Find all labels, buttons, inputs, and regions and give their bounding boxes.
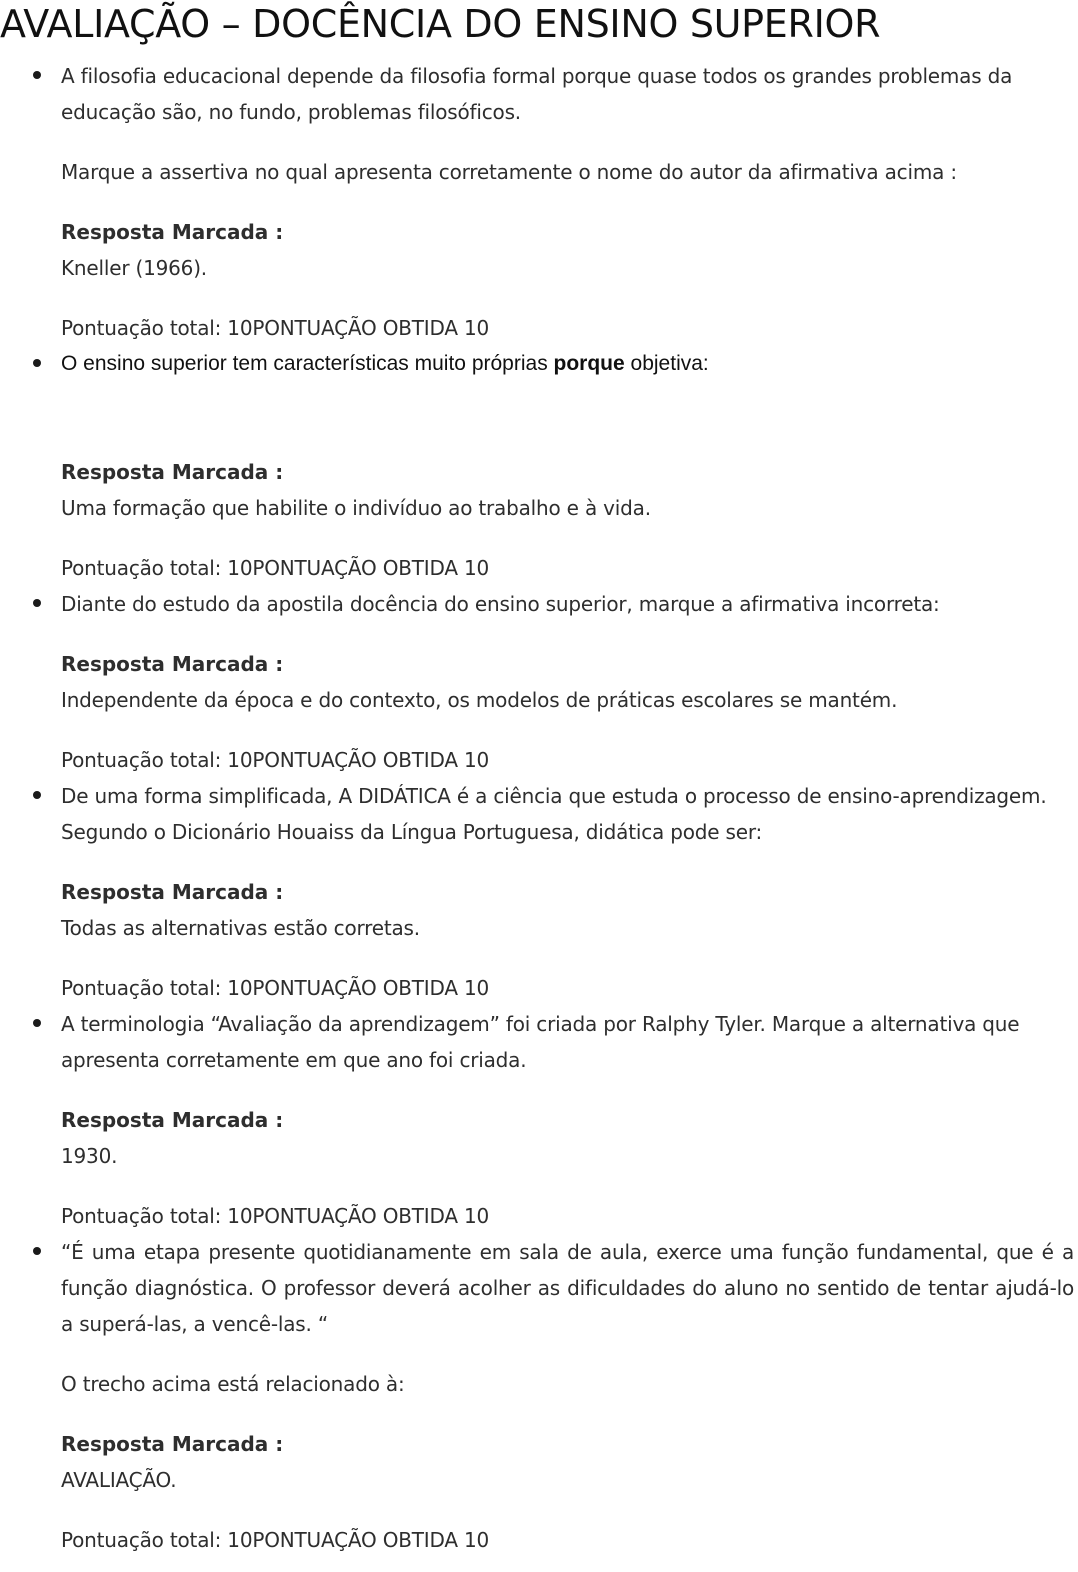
question-item [0, 58, 1078, 346]
question-text: “É uma etapa presente quotidianamente em sala de aula, exerce uma função fundamental, que é a função diagnóstica. O professor deverá acolher as dificuldades do aluno no sentido de tentar ajudá-lo a superá-las, a vencê-las. “ [61, 1240, 1074, 1336]
bullet-icon [33, 1019, 41, 1027]
question-item [0, 778, 1078, 1006]
question-item [0, 346, 1078, 586]
question-text: De uma forma simplificada, A DIDÁTICA é a ciência que estuda o processo de ensino-aprendizagem. Segundo o Dicionário Houaiss da Língua Portuguesa, didática pode ser: [61, 784, 1047, 844]
question-text [61, 346, 1074, 382]
answer-value: Todas as alternativas estão corretas. [61, 916, 420, 940]
answer-label: Resposta Marcada : [61, 460, 284, 484]
question-text-part: O ensino superior tem características muito próprias [61, 352, 554, 375]
answer-value: Uma formação que habilite o indivíduo ao trabalho e à vida. [61, 496, 651, 520]
answer-label: Resposta Marcada : [61, 1432, 284, 1456]
answer-label: Resposta Marcada : [61, 220, 284, 244]
score-text: Pontuação total: 10PONTUAÇÃO OBTIDA 10 [61, 748, 490, 772]
answer-label: Resposta Marcada : [61, 1108, 284, 1132]
answer-value: AVALIAÇÃO. [61, 1468, 177, 1492]
bullet-icon [33, 1247, 41, 1255]
question-text: Diante do estudo da apostila docência do ensino superior, marque a afirmativa incorreta: [61, 592, 940, 616]
question-text: A terminologia “Avaliação da aprendizagem” foi criada por Ralphy Tyler. Marque a alternativa que apresenta corretamente em que ano foi criada. [61, 1012, 1020, 1072]
question-text: A filosofia educacional depende da filosofia formal porque quase todos os grandes problemas da educação são, no fundo, problemas filosóficos. [61, 64, 1013, 124]
answer-label: Resposta Marcada : [61, 880, 284, 904]
bullet-icon [33, 359, 41, 367]
score-text: Pontuação total: 10PONTUAÇÃO OBTIDA 10 [61, 976, 490, 1000]
bullet-icon [33, 71, 41, 79]
question-list [0, 58, 1078, 1558]
question-instruction: O trecho acima está relacionado à: [61, 1372, 405, 1396]
answer-value: 1930. [61, 1144, 118, 1168]
score-text: Pontuação total: 10PONTUAÇÃO OBTIDA 10 [61, 1528, 490, 1552]
question-item [0, 1234, 1078, 1558]
score-text: Pontuação total: 10PONTUAÇÃO OBTIDA 10 [61, 1204, 490, 1228]
answer-label: Resposta Marcada : [61, 652, 284, 676]
question-instruction: Marque a assertiva no qual apresenta corretamente o nome do autor da afirmativa acima : [61, 160, 957, 184]
question-text-bold: porque [553, 352, 625, 375]
bullet-icon [33, 599, 41, 607]
blank-space [61, 382, 1074, 430]
answer-value: Kneller (1966). [61, 256, 207, 280]
bullet-icon [33, 791, 41, 799]
answer-value: Independente da época e do contexto, os modelos de práticas escolares se mantém. [61, 688, 898, 712]
question-item [0, 586, 1078, 778]
score-text: Pontuação total: 10PONTUAÇÃO OBTIDA 10 [61, 556, 490, 580]
score-text: Pontuação total: 10PONTUAÇÃO OBTIDA 10 [61, 316, 490, 340]
page-title: AVALIAÇÃO – DOCÊNCIA DO ENSINO SUPERIOR [0, 2, 881, 46]
question-item [0, 1006, 1078, 1234]
question-text-part: objetiva: [624, 352, 709, 375]
